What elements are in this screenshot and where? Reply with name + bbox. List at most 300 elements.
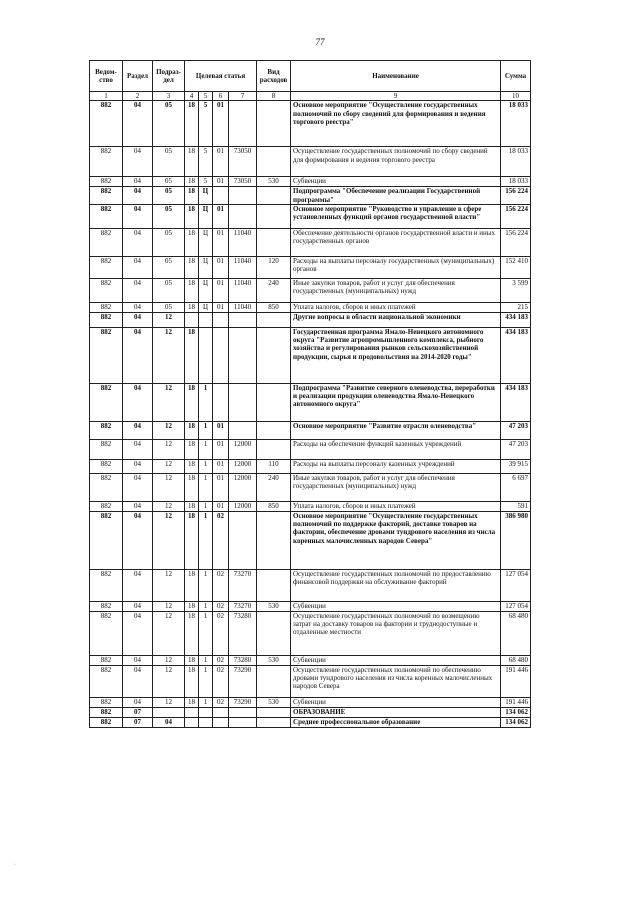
table-row [90,707,531,717]
subsection-code-cell: 12 [153,459,185,473]
expense-type-code-cell: 850 [257,501,291,511]
amount-cell: 156 224 [501,204,531,228]
subprogram-code-cell: 1 [199,473,213,501]
program-code-cell: 18 [185,101,199,147]
expense-type-code-cell [257,327,291,383]
amount-cell: 3 599 [501,278,531,302]
program-code-cell: 18 [185,459,199,473]
item-name-cell: Осуществление государственных полномочий по сбору сведений для формирования и ведения торгового реестра [291,147,501,177]
amount-cell: 127 054 [501,569,531,601]
subprogram-code-cell: 1 [199,501,213,511]
column-number-cell: 5 [199,92,213,101]
item-name-cell: Субвенции [291,177,501,187]
subsection-code-cell: 05 [153,228,185,256]
subprogram-code-cell: 1 [199,421,213,439]
subsection-code-cell: 12 [153,473,185,501]
program-code-cell: 18 [185,302,199,312]
section-code-cell: 04 [123,187,153,205]
amount-cell: 434 183 [501,312,531,327]
direction-code-cell: 73280 [229,611,257,655]
section-code-cell: 04 [123,439,153,459]
header-row [90,61,531,92]
column-number-cell: 8 [257,92,291,101]
section-code-cell: 04 [123,473,153,501]
activity-code-cell: 01 [213,177,229,187]
ministry-code-cell: 882 [90,327,123,383]
direction-code-cell: 11040 [229,228,257,256]
section-code-cell: 04 [123,147,153,177]
direction-code-cell: 12000 [229,439,257,459]
expense-type-code-cell: 530 [257,177,291,187]
subsection-code-cell: 12 [153,501,185,511]
subprogram-code-cell: 1 [199,601,213,611]
col-section-header: Раздел [123,61,153,92]
subprogram-code-cell [199,312,213,327]
program-code-cell: 18 [185,511,199,569]
item-name-cell: Расходы на обеспечение функций казенных учреждений [291,439,501,459]
program-code-cell: 18 [185,421,199,439]
program-code-cell: 18 [185,278,199,302]
expense-type-code-cell [257,228,291,256]
activity-code-cell: 01 [213,302,229,312]
table-row [90,665,531,697]
section-code-cell: 04 [123,665,153,697]
activity-code-cell: 01 [213,228,229,256]
ministry-code-cell: 882 [90,569,123,601]
expense-type-code-cell [257,569,291,601]
item-name-cell: Субвенции [291,655,501,665]
activity-code-cell [213,312,229,327]
item-name-cell: Основное мероприятие "Осуществление государственных полномочий по сбору сведений для формирования и ведения торгового реестра" [291,101,501,147]
section-code-cell: 04 [123,655,153,665]
column-number-cell: 9 [291,92,501,101]
section-code-cell: 07 [123,717,153,727]
activity-code-cell [213,707,229,717]
program-code-cell: 18 [185,439,199,459]
item-name-cell: Подпрограмма "Обеспечение реализации Государственной программы" [291,187,501,205]
table-row [90,204,531,228]
ministry-code-cell: 882 [90,204,123,228]
subsection-code-cell: 05 [153,147,185,177]
table-row [90,312,531,327]
subprogram-code-cell: Ц [199,187,213,205]
ministry-code-cell: 882 [90,717,123,727]
direction-code-cell: 73280 [229,655,257,665]
direction-code-cell [229,327,257,383]
section-code-cell: 04 [123,383,153,421]
subsection-code-cell: 05 [153,204,185,228]
amount-cell: 434 183 [501,383,531,421]
program-code-cell: 18 [185,177,199,187]
activity-code-cell [213,327,229,383]
table-row [90,302,531,312]
subsection-code-cell: 12 [153,655,185,665]
item-name-cell: Основное мероприятие "Руководство и управление в сфере установленных функций органов государственной власти" [291,204,501,228]
expense-type-code-cell: 110 [257,459,291,473]
subprogram-code-cell: 5 [199,147,213,177]
ministry-code-cell: 882 [90,601,123,611]
activity-code-cell: 01 [213,147,229,177]
ministry-code-cell: 882 [90,228,123,256]
amount-cell: 156 224 [501,228,531,256]
activity-code-cell [213,383,229,421]
ministry-code-cell: 882 [90,302,123,312]
table-row [90,569,531,601]
direction-code-cell [229,707,257,717]
program-code-cell: 18 [185,204,199,228]
table-row [90,473,531,501]
section-code-cell: 04 [123,459,153,473]
program-code-cell: 18 [185,569,199,601]
table-row [90,383,531,421]
table-row [90,278,531,302]
item-name-cell: Иные закупки товаров, работ и услуг для обеспечения государственных (муниципальных) нужд [291,278,501,302]
subsection-code-cell: 12 [153,511,185,569]
program-code-cell: 18 [185,228,199,256]
ministry-code-cell: 882 [90,312,123,327]
item-name-cell: Осуществление государственных полномочий по предоставлению финансовой поддержки на обслуживание факторий [291,569,501,601]
subsection-code-cell: 05 [153,256,185,278]
expense-type-code-cell [257,611,291,655]
column-number-cell: 10 [501,92,531,101]
expense-type-code-cell [257,511,291,569]
expense-type-code-cell [257,204,291,228]
amount-cell: 6 697 [501,473,531,501]
ministry-code-cell: 882 [90,511,123,569]
item-name-cell: Иные закупки товаров, работ и услуг для обеспечения государственных (муниципальных) нужд [291,473,501,501]
ministry-code-cell: 882 [90,697,123,707]
column-number-cell: 7 [229,92,257,101]
program-code-cell: 18 [185,697,199,707]
subprogram-code-cell: Ц [199,228,213,256]
subprogram-code-cell: 1 [199,697,213,707]
item-name-cell: Государственная программа Ямало-Ненецкого автономного округа "Развитие агропромышленного комплекса, рыбного хозяйства и регулирования рынков сельскохозяйственной продукции, сырья и продовольствия на 2014-2020 годы" [291,327,501,383]
item-name-cell: Расходы на выплаты персоналу государственных (муниципальных) органов [291,256,501,278]
activity-code-cell: 01 [213,473,229,501]
subprogram-code-cell: 1 [199,511,213,569]
table-row [90,439,531,459]
program-code-cell: 18 [185,473,199,501]
program-code-cell: 18 [185,147,199,177]
direction-code-cell: 73270 [229,569,257,601]
direction-code-cell [229,421,257,439]
section-code-cell: 04 [123,611,153,655]
amount-cell: 386 980 [501,511,531,569]
direction-code-cell: 73290 [229,665,257,697]
amount-cell: 68 480 [501,655,531,665]
expense-type-code-cell [257,439,291,459]
amount-cell: 434 183 [501,327,531,383]
expense-type-code-cell [257,383,291,421]
item-name-cell: Обеспечение деятельности органов государственной власти и иных государственных органов [291,228,501,256]
program-code-cell: 18 [185,187,199,205]
activity-code-cell: 01 [213,421,229,439]
ministry-code-cell: 882 [90,611,123,655]
amount-cell: 39 915 [501,459,531,473]
ministry-code-cell: 882 [90,101,123,147]
amount-cell: 68 480 [501,611,531,655]
table-row [90,256,531,278]
amount-cell: 47 203 [501,421,531,439]
subprogram-code-cell: 5 [199,177,213,187]
table-row [90,697,531,707]
amount-cell: 134 062 [501,707,531,717]
ministry-code-cell: 882 [90,439,123,459]
section-code-cell: 04 [123,569,153,601]
table-row [90,101,531,147]
ministry-code-cell: 882 [90,707,123,717]
ministry-code-cell: 882 [90,383,123,421]
expense-type-code-cell: 120 [257,256,291,278]
page-number: 77 [315,37,325,47]
subprogram-code-cell: Ц [199,278,213,302]
amount-cell: 152 410 [501,256,531,278]
section-code-cell: 04 [123,228,153,256]
expense-type-code-cell: 850 [257,302,291,312]
program-code-cell: 18 [185,256,199,278]
section-code-cell: 04 [123,421,153,439]
expense-type-code-cell [257,147,291,177]
column-number-row [90,92,531,101]
col-target-item-header: Целевая статья [185,61,257,92]
activity-code-cell: 01 [213,439,229,459]
table-row [90,187,531,205]
ministry-code-cell: 882 [90,421,123,439]
column-number-cell: 6 [213,92,229,101]
activity-code-cell: 02 [213,601,229,611]
direction-code-cell [229,312,257,327]
activity-code-cell: 01 [213,278,229,302]
subprogram-code-cell: 1 [199,383,213,421]
ministry-code-cell: 882 [90,473,123,501]
amount-cell: 127 054 [501,601,531,611]
subsection-code-cell: 05 [153,278,185,302]
item-name-cell: Подпрограмма "Развитие северного оленеводства, переработки и реализации продукции оленеводства Ямало-Ненецкого автономного округа" [291,383,501,421]
expense-type-code-cell: 530 [257,655,291,665]
table-row [90,511,531,569]
direction-code-cell: 12000 [229,473,257,501]
section-code-cell: 04 [123,312,153,327]
column-number-cell: 3 [153,92,185,101]
item-name-cell: Осуществление государственных полномочий по обеспечению дровами тундрового населения из числа коренных малочисленных народов Севера [291,665,501,697]
program-code-cell: 18 [185,655,199,665]
section-code-cell: 04 [123,101,153,147]
table-row [90,501,531,511]
direction-code-cell: 11040 [229,302,257,312]
activity-code-cell: 02 [213,569,229,601]
subsection-code-cell: 05 [153,302,185,312]
expense-type-code-cell [257,187,291,205]
expense-type-code-cell [257,312,291,327]
amount-cell: 47 203 [501,439,531,459]
section-code-cell: 04 [123,697,153,707]
direction-code-cell [229,101,257,147]
column-number-cell: 4 [185,92,199,101]
section-code-cell: 04 [123,601,153,611]
subprogram-code-cell: 1 [199,655,213,665]
ministry-code-cell: 882 [90,459,123,473]
section-code-cell: 04 [123,278,153,302]
subsection-code-cell: 12 [153,569,185,601]
subsection-code-cell: 12 [153,439,185,459]
direction-code-cell: 11040 [229,278,257,302]
direction-code-cell: 11040 [229,256,257,278]
section-code-cell: 04 [123,204,153,228]
item-name-cell: ОБРАЗОВАНИЕ [291,707,501,717]
direction-code-cell [229,717,257,727]
subsection-code-cell: 12 [153,611,185,655]
direction-code-cell: 73050 [229,147,257,177]
subprogram-code-cell: 5 [199,101,213,147]
expense-type-code-cell [257,665,291,697]
direction-code-cell: 73050 [229,177,257,187]
ministry-code-cell: 882 [90,177,123,187]
section-code-cell: 04 [123,302,153,312]
program-code-cell: 18 [185,327,199,383]
amount-cell: 591 [501,501,531,511]
subsection-code-cell [153,707,185,717]
expense-type-code-cell: 530 [257,697,291,707]
amount-cell: 191 446 [501,697,531,707]
direction-code-cell: 73290 [229,697,257,707]
section-code-cell: 07 [123,707,153,717]
program-code-cell: 18 [185,611,199,655]
col-ministry-header: Ведом-ство [90,61,123,92]
program-code-cell [185,717,199,727]
table-row [90,327,531,383]
direction-code-cell [229,204,257,228]
item-name-cell: Уплата налогов, сборов и иных платежей [291,302,501,312]
subsection-code-cell: 12 [153,312,185,327]
section-code-cell: 04 [123,256,153,278]
ministry-code-cell: 882 [90,147,123,177]
activity-code-cell [213,187,229,205]
table-row [90,228,531,256]
subprogram-code-cell: Ц [199,302,213,312]
subsection-code-cell: 12 [153,383,185,421]
col-name-header: Наименование [291,61,501,92]
amount-cell: 134 062 [501,717,531,727]
table-row [90,421,531,439]
expense-type-code-cell: 240 [257,473,291,501]
ministry-code-cell: 882 [90,187,123,205]
table-row [90,601,531,611]
activity-code-cell: 01 [213,204,229,228]
section-code-cell: 04 [123,511,153,569]
item-name-cell: Уплата налогов, сборов и иных платежей [291,501,501,511]
program-code-cell: 18 [185,601,199,611]
ministry-code-cell: 882 [90,256,123,278]
program-code-cell: 18 [185,501,199,511]
expense-type-code-cell: 240 [257,278,291,302]
item-name-cell: Субвенции [291,601,501,611]
subsection-code-cell: 05 [153,101,185,147]
activity-code-cell: 01 [213,501,229,511]
subprogram-code-cell: 1 [199,569,213,601]
table-row [90,717,531,727]
expense-type-code-cell [257,421,291,439]
activity-code-cell: 01 [213,101,229,147]
direction-code-cell: 73270 [229,601,257,611]
item-name-cell: Осуществление государственных полномочий по возмещению затрат на доставку товаров на фактории и труднодоступные и отдаленные местности [291,611,501,655]
table-row [90,655,531,665]
subprogram-code-cell: Ц [199,204,213,228]
subsection-code-cell: 12 [153,327,185,383]
item-name-cell: Основное мероприятие "Развитие отрасли оленеводства" [291,421,501,439]
section-code-cell: 04 [123,327,153,383]
activity-code-cell: 02 [213,611,229,655]
subsection-code-cell: 12 [153,421,185,439]
item-name-cell: Расходы на выплаты персоналу казенных учреждений [291,459,501,473]
activity-code-cell: 02 [213,665,229,697]
item-name-cell: Другие вопросы в области национальной экономики [291,312,501,327]
item-name-cell: Среднее профессиональное образование [291,717,501,727]
amount-cell: 215 [501,302,531,312]
subprogram-code-cell: 1 [199,459,213,473]
activity-code-cell: 02 [213,511,229,569]
ministry-code-cell: 882 [90,501,123,511]
direction-code-cell [229,511,257,569]
subprogram-code-cell: 1 [199,611,213,655]
program-code-cell: 18 [185,665,199,697]
amount-cell: 18 033 [501,147,531,177]
subprogram-code-cell [199,707,213,717]
subsection-code-cell: 12 [153,665,185,697]
item-name-cell: Субвенции [291,697,501,707]
expense-type-code-cell: 530 [257,601,291,611]
program-code-cell [185,312,199,327]
column-number-cell: 2 [123,92,153,101]
amount-cell: 191 446 [501,665,531,697]
expense-type-code-cell [257,101,291,147]
col-amount-header: Сумма [501,61,531,92]
direction-code-cell [229,383,257,421]
col-subsection-header: Подраз-дел [153,61,185,92]
ministry-code-cell: 882 [90,278,123,302]
ministry-code-cell: 882 [90,665,123,697]
table-row [90,177,531,187]
program-code-cell: 18 [185,383,199,421]
direction-code-cell: 12000 [229,459,257,473]
amount-cell: 18 033 [501,101,531,147]
activity-code-cell: 02 [213,655,229,665]
subsection-code-cell: 04 [153,717,185,727]
amount-cell: 156 224 [501,187,531,205]
section-code-cell: 04 [123,501,153,511]
margin-mark: · [14,862,16,868]
amount-cell: 18 033 [501,177,531,187]
activity-code-cell [213,717,229,727]
section-code-cell: 04 [123,177,153,187]
ministry-code-cell: 882 [90,655,123,665]
direction-code-cell [229,187,257,205]
table-row [90,611,531,655]
expense-type-code-cell [257,717,291,727]
subsection-code-cell: 05 [153,187,185,205]
subsection-code-cell: 12 [153,697,185,707]
subprogram-code-cell [199,717,213,727]
activity-code-cell: 02 [213,697,229,707]
expense-type-code-cell [257,707,291,717]
subprogram-code-cell: 1 [199,439,213,459]
subprogram-code-cell: 1 [199,665,213,697]
col-expense-type-header: Вид расходов [257,61,291,92]
activity-code-cell: 01 [213,256,229,278]
subprogram-code-cell [199,327,213,383]
item-name-cell: Основное мероприятие "Осуществление государственных полномочий по поддержке факторий, доставке товаров на фактории, обеспечение дровами тундрового населения из числа коренных малочисленных народов Севера" [291,511,501,569]
subsection-code-cell: 12 [153,601,185,611]
subprogram-code-cell: Ц [199,256,213,278]
